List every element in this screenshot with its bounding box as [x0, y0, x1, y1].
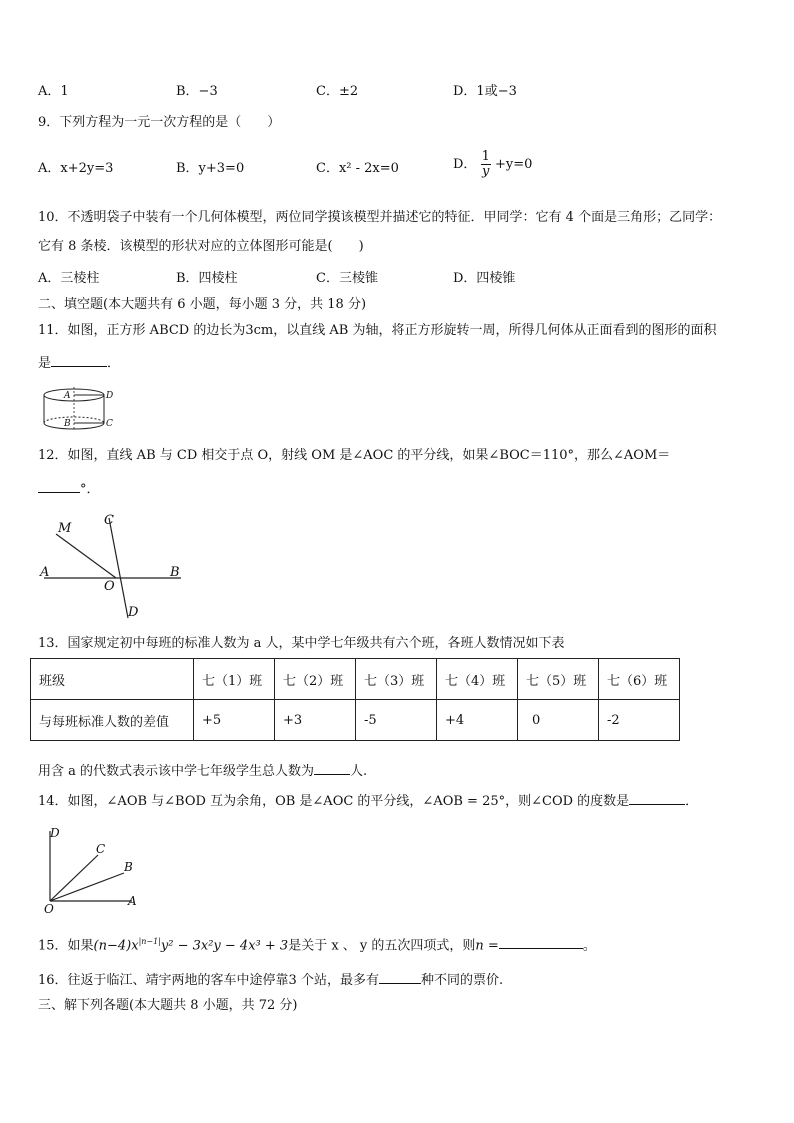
table-cell: 与每班标准人数的差值 — [31, 700, 194, 741]
q8-option-a: A．1 — [38, 84, 69, 99]
q8-option-d: D．1或−3 — [453, 84, 517, 99]
q14-stem — [38, 792, 698, 811]
fig12-label-m: M — [58, 521, 72, 536]
q16-answer-blank[interactable] — [379, 971, 421, 984]
fraction-denominator: y — [482, 164, 490, 179]
fig11-label-a: A — [64, 391, 71, 401]
fig12-label-a: A — [40, 565, 50, 580]
q10-line1: 10．不透明袋子中装有一个几何体模型，两位同学摸该模型并描述它的特征．甲同学：它有 4 个面是三角形；乙同学： — [38, 210, 722, 225]
table-header-cell: 班级 — [31, 659, 194, 700]
table-cell: +4 — [437, 700, 518, 741]
q11-line2-suffix: ． — [107, 356, 121, 371]
q13-answer-blank[interactable] — [314, 762, 350, 775]
q13-answer-line — [38, 762, 367, 781]
table-header-cell: 七（4）班 — [437, 659, 518, 700]
table-cell: 0 — [518, 700, 599, 741]
q10-line2: 它有 8 条棱．该模型的形状对应的立体图形可能是( ) — [38, 239, 364, 254]
q11-line1: 11．如图，正方形 ABCD 的边长为3cm，以直线 AB 为轴，将正方形旋转一周，所得几何体从正面看到的图形的面积 — [38, 323, 717, 338]
table-header-cell: 七（6）班 — [599, 659, 680, 700]
q15-suffix: 。 — [582, 938, 596, 954]
fig14-label-o: O — [44, 902, 54, 916]
table-header-cell: 七（5）班 — [518, 659, 599, 700]
q15-expression-part2: y² − 3x²y − 4x³ + 3 — [160, 938, 289, 954]
table-row — [31, 659, 680, 700]
q14-answer-blank[interactable] — [629, 792, 685, 805]
q9-option-d-rest: +y=0 — [495, 157, 533, 172]
fig14-label-a: A — [128, 894, 137, 908]
q11-cylinder-figure — [36, 384, 126, 436]
q13-stem: 13．国家规定初中每班的标准人数为 a 人，某中学七年级共有六个班，各班人数情况如下表 — [38, 636, 565, 651]
q12-line2 — [38, 480, 100, 499]
q16-suffix: 种不同的票价. — [420, 973, 504, 988]
q8-option-c: C．±2 — [316, 84, 359, 99]
q9-option-c: C．x² - 2x=0 — [316, 161, 399, 176]
fig11-label-c: C — [106, 419, 113, 429]
table-header-cell: 七（3）班 — [356, 659, 437, 700]
q16-prefix: 16．往返于临江、靖宇两地的客车中途停靠3 个站，最多有 — [38, 973, 379, 988]
section-3-heading: 三、解下列各题(本大题共 8 小题，共 72 分) — [38, 998, 298, 1013]
q14-stem-prefix: 14．如图，∠AOB 与∠BOD 互为余角，OB 是∠AOC 的平分线，∠AOB = 25°，则∠COD 的度数是 — [38, 794, 630, 809]
table-cell: +3 — [275, 700, 356, 741]
fig14-label-c: C — [96, 842, 106, 856]
q15-answer-blank[interactable] — [499, 936, 583, 949]
q15-prefix: 15．如果 — [38, 938, 94, 954]
q9-stem: 9．下列方程为一元一次方程的是（ ） — [38, 115, 281, 130]
fraction-numerator: 1 — [481, 149, 490, 164]
table-header-cell: 七（2）班 — [275, 659, 356, 700]
fig14-label-b: B — [124, 860, 133, 874]
q9-fraction — [481, 150, 491, 179]
q13-class-table — [30, 658, 680, 741]
q12-line2-suffix: °． — [80, 482, 100, 497]
q15-middle: 是关于 x 、 y 的五次四项式，则 — [288, 938, 476, 954]
q13-answer-suffix: 人. — [350, 764, 368, 779]
q10-option-b: B．四棱柱 — [176, 271, 238, 286]
q9-option-a: A．x+2y=3 — [38, 161, 114, 176]
q15-expression-part1: (n−4)x — [93, 938, 139, 954]
q14-angle-figure — [40, 825, 150, 915]
table-cell: -2 — [599, 700, 680, 741]
table-header-cell: 七（1）班 — [194, 659, 275, 700]
q15-line — [38, 933, 596, 955]
q8-option-b: B．−3 — [176, 84, 218, 99]
q11-answer-blank[interactable] — [51, 354, 107, 367]
fig12-label-b: B — [170, 565, 180, 580]
section-2-heading: 二、填空题(本大题共有 6 小题，每小题 3 分，共 18 分) — [38, 297, 367, 312]
q9-option-b: B．y+3=0 — [176, 161, 245, 176]
fig14-label-d: D — [50, 826, 60, 840]
fig12-label-o: O — [104, 579, 115, 594]
q12-answer-blank[interactable] — [38, 480, 80, 493]
q14-stem-suffix: ． — [685, 794, 699, 809]
q9-option-d-label: D． — [453, 157, 477, 172]
q10-option-d: D．四棱锥 — [453, 271, 516, 286]
q9-option-d — [453, 150, 532, 179]
fig11-label-d: D — [106, 391, 114, 401]
fig12-label-d: D — [128, 605, 139, 620]
q15-exponent: |n−1| — [138, 937, 161, 946]
q15-n-equals: n = — [475, 938, 499, 954]
q13-answer-prefix: 用含 a 的代数式表示该中学七年级学生总人数为 — [38, 764, 315, 779]
table-cell: +5 — [194, 700, 275, 741]
q11-line2 — [38, 354, 120, 373]
q10-option-c: C．三棱锥 — [316, 271, 378, 286]
q12-line1: 12．如图，直线 AB 与 CD 相交于点 O，射线 OM 是∠AOC 的平分线，如果∠BOC＝110°，那么∠AOM＝ — [38, 448, 671, 463]
table-row — [31, 700, 680, 741]
fig11-label-b: B — [64, 419, 71, 429]
q16-line — [38, 971, 503, 990]
table-cell: -5 — [356, 700, 437, 741]
q10-option-a: A．三棱柱 — [38, 271, 100, 286]
q12-intersecting-lines-figure — [36, 508, 186, 620]
fig12-label-c: C — [104, 513, 114, 528]
q11-line2-prefix: 是 — [38, 356, 52, 371]
